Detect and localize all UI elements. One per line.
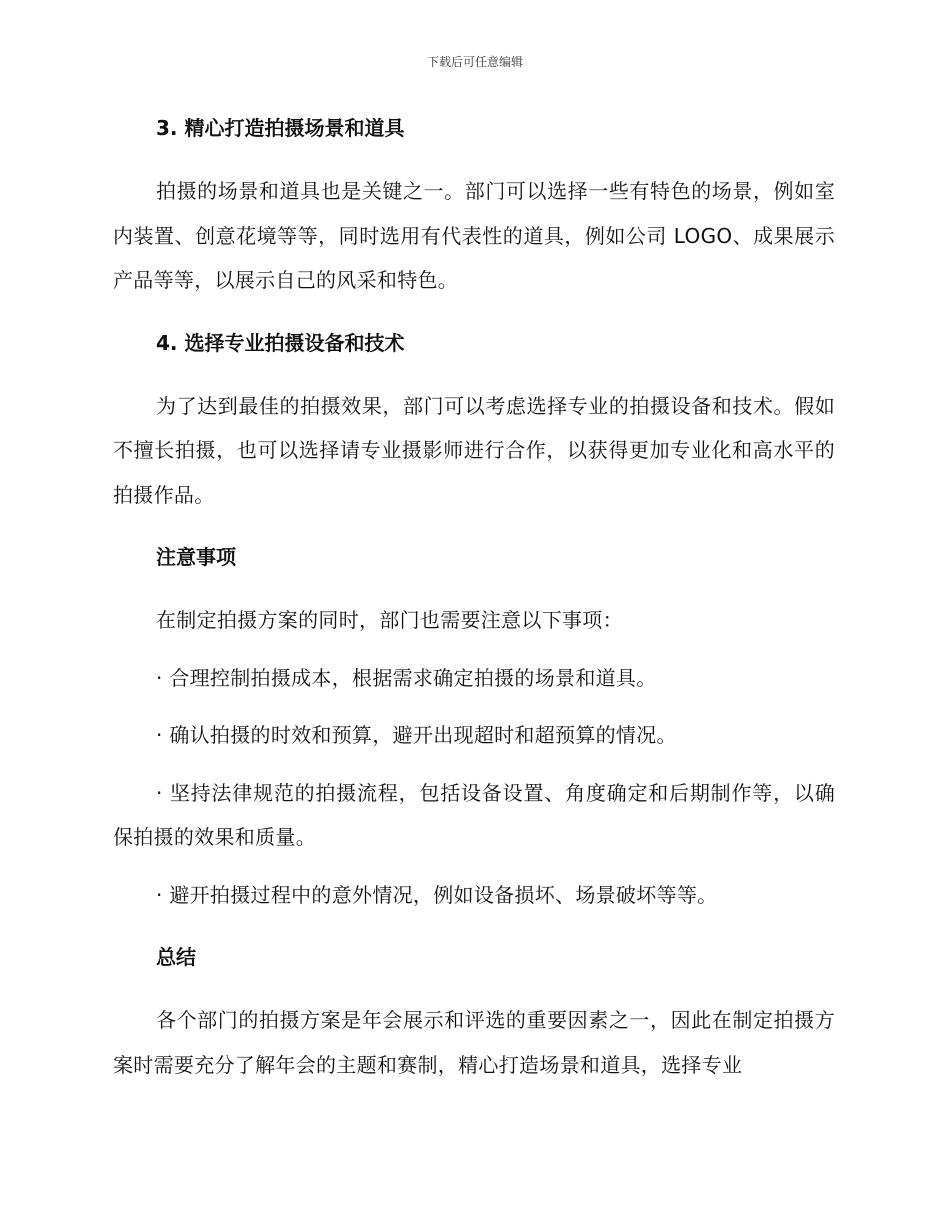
notes-item: · 确认拍摄的时效和预算，避开出现超时和超预算的情况。: [156, 723, 677, 747]
section-4-heading: 4. 选择专业拍摄设备和技术: [156, 330, 405, 355]
document-body: [113, 112, 835, 1087]
section-3-heading: 3. 精心打造拍摄场景和道具: [156, 116, 405, 140]
notes-item: · 合理控制拍摄成本，根据需求确定拍摄的场景和道具。: [156, 665, 657, 690]
notes-intro: 在制定拍摄方案的同时，部门也需要注意以下事项：: [156, 608, 623, 632]
summary-heading: 总结: [156, 945, 196, 969]
notes-item: · 避开拍摄过程中的意外情况，例如设备损坏、场景破坏等等。: [156, 882, 718, 907]
summary-paragraph: 各个部门的拍摄方案是年会展示和评选的重要因素之一，因此在制定拍摄方案时需要充分了解年会的主题和赛制，精心打造场景和道具，选择专业: [113, 1008, 835, 1077]
notes-heading: 注意事项: [156, 545, 236, 569]
section-4-paragraph: 为了达到最佳的拍摄效果，部门可以考虑选择专业的拍摄设备和技术。假如不擅长拍摄，也可以选择请专业摄影师进行合作，以获得更加专业化和高水平的拍摄作品。: [113, 393, 835, 507]
section-3-paragraph: 拍摄的场景和道具也是关键之一。部门可以选择一些有特色的场景，例如室内装置、创意花境等等，同时选用有代表性的道具，例如公司 LOGO、成果展示产品等等，以展示自己的风采和特色。: [113, 179, 835, 292]
notes-item: · 坚持法律规范的拍摄流程，包括设备设置、角度确定和后期制作等，以确保拍摄的效果和质量。: [113, 780, 835, 849]
page-header-note: 下载后可任意编辑: [426, 55, 523, 69]
